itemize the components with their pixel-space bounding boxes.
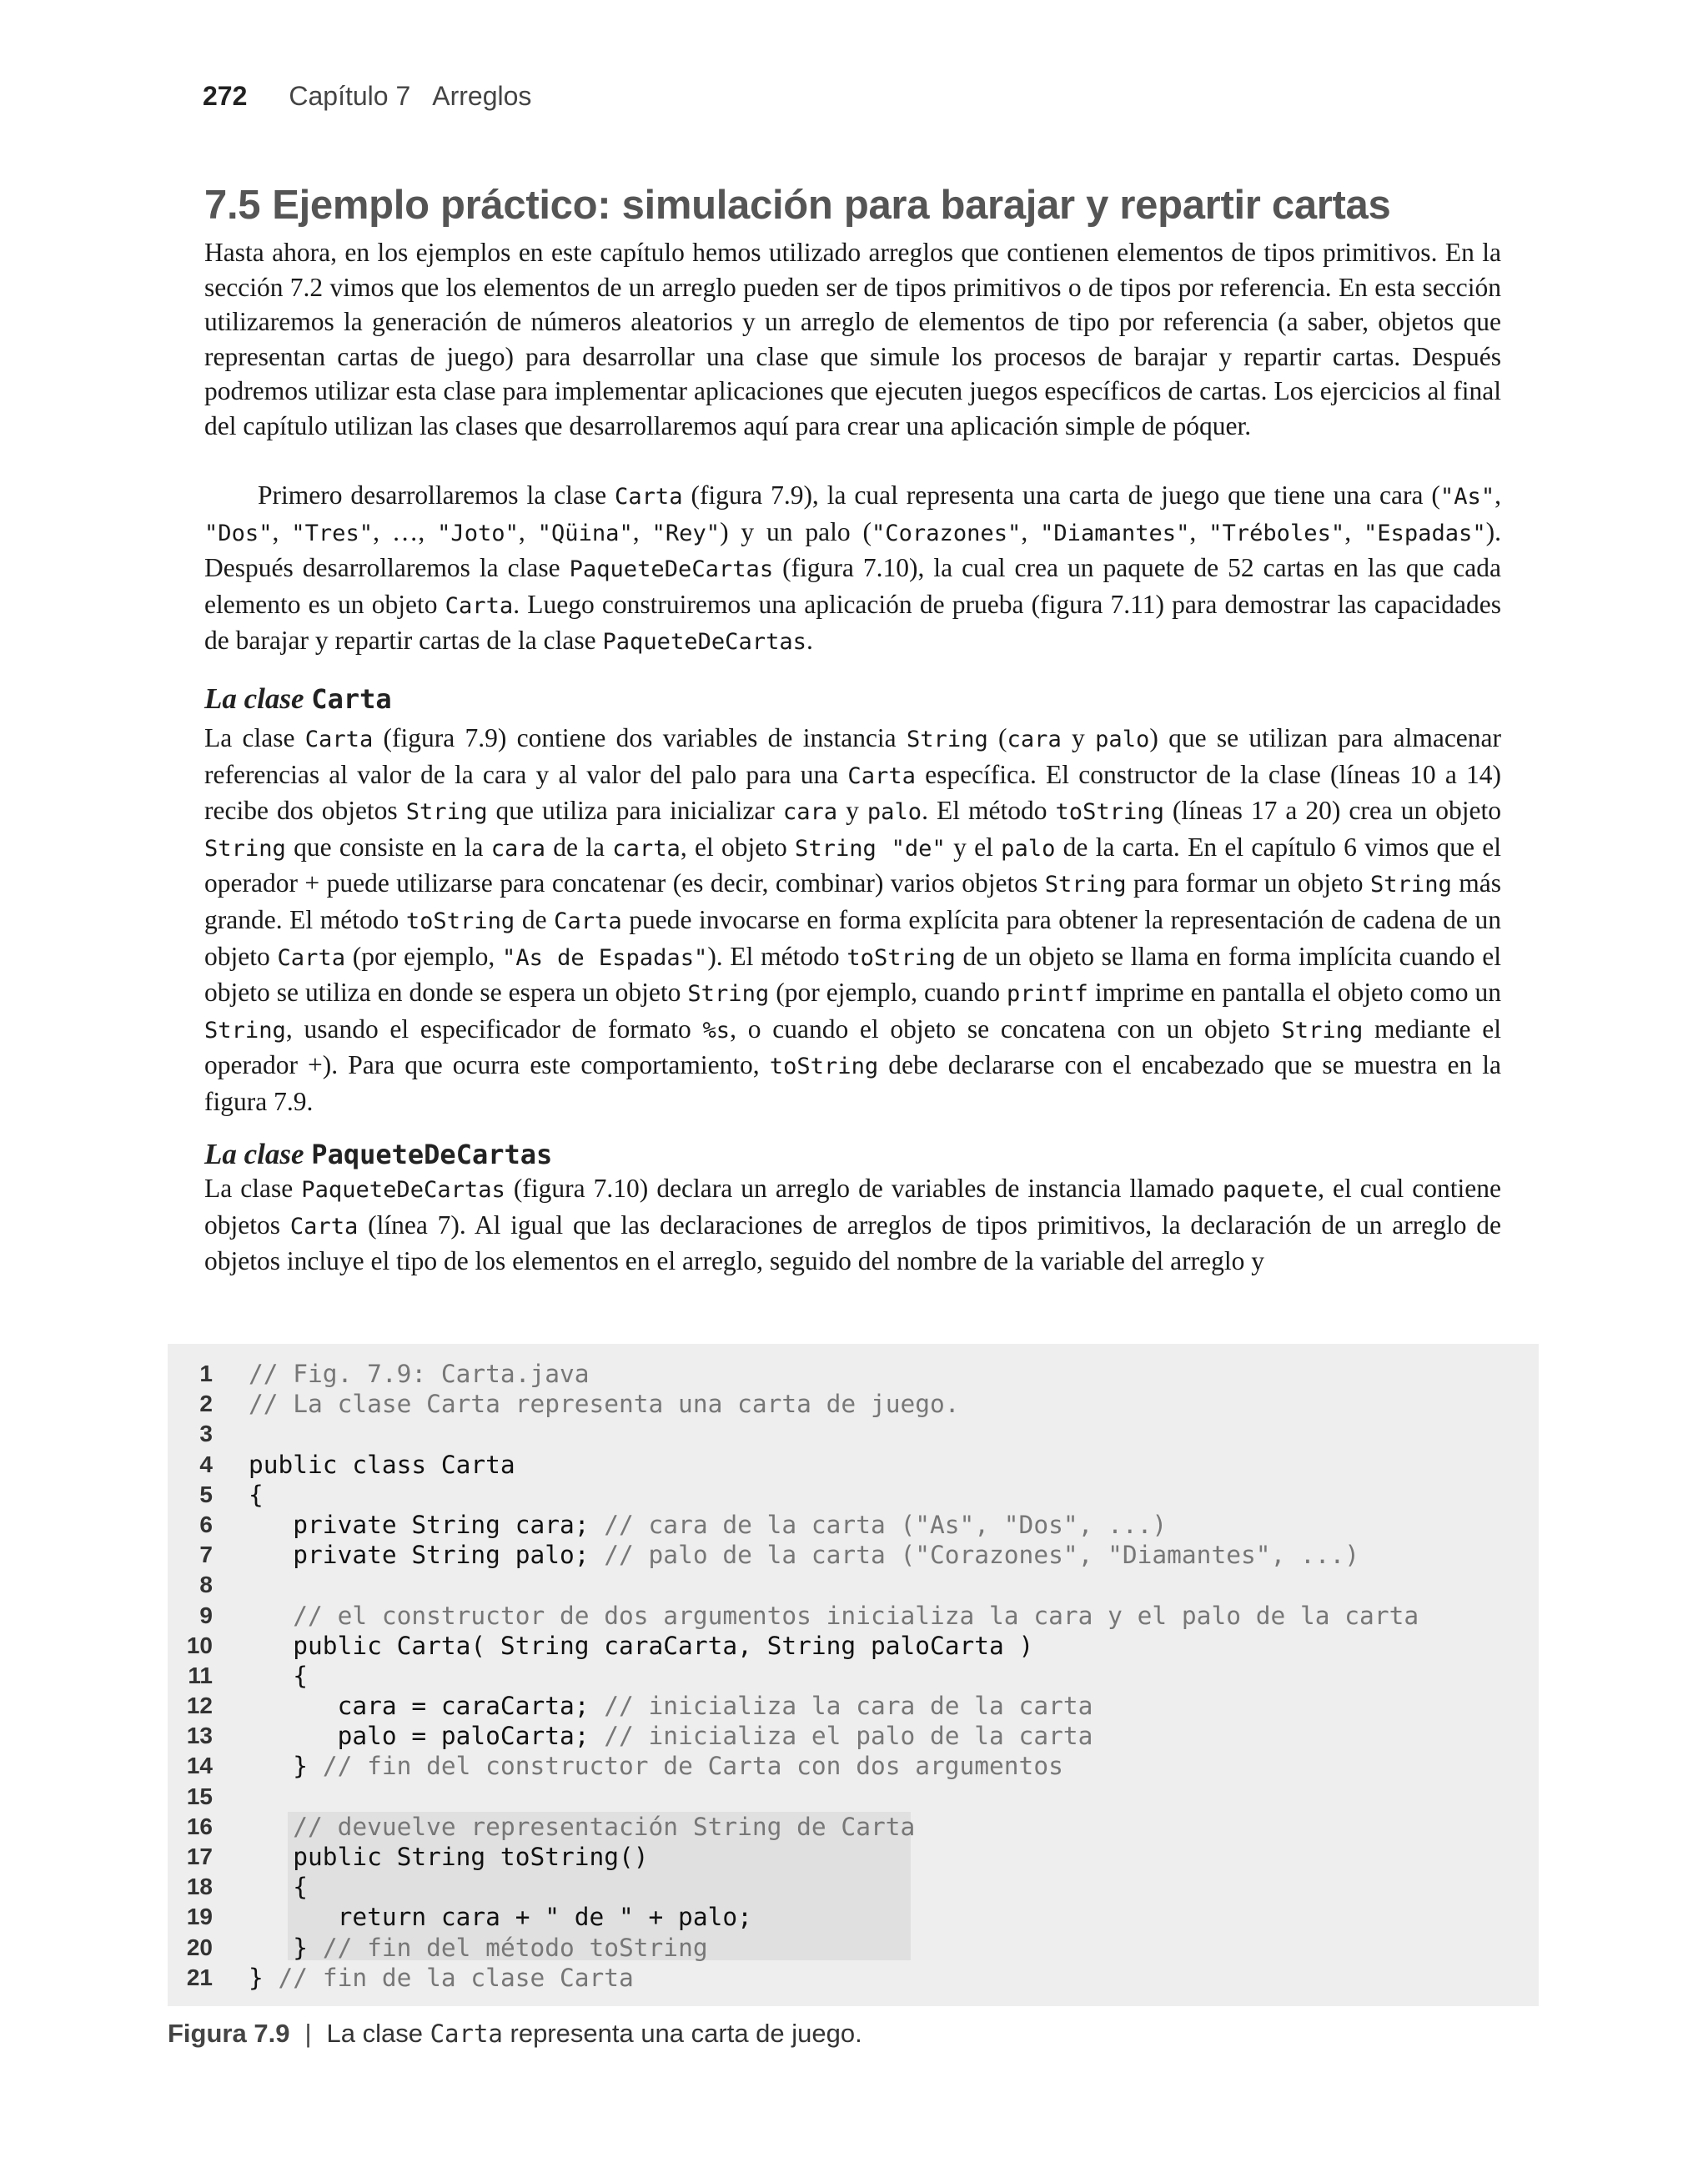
- line-code: {: [249, 1480, 264, 1509]
- inline-code: cara: [1007, 727, 1062, 752]
- line-code: } // fin del constructor de Carta con dos argumentos: [249, 1752, 1063, 1781]
- line-number: 18: [186, 1874, 213, 1900]
- line-number: 12: [186, 1693, 213, 1719]
- line-number: 1: [199, 1361, 213, 1386]
- chapter-title: Arreglos: [432, 81, 532, 111]
- line-number: 17: [186, 1844, 213, 1869]
- carta-paragraph: La clase Carta (figura 7.9) contiene dos variables de instancia String (cara y palo) que se utilizan para almacenar referencias al valor de la cara y al valor del palo para una Carta específica. El constructor de la clase (líneas 10 a 14) recibe dos objetos String que utiliza para inicializar cara y palo. El método toString (líneas 17 a 20) crea un objeto String que consiste en la cara de la carta, el objeto String "de" y el palo de la carta. En el capítulo 6 vimos que el operador + puede utilizarse para concatenar (es decir, combinar) varios objetos String para formar un objeto String más grande. El método toString de Carta puede invocarse en forma explícita para obtener la representación de cadena de un objeto Carta (por ejemplo, "As de Espadas"). El método toString de un objeto se llama en forma implícita cuando el objeto se utiliza en donde se espera un objeto String (por ejemplo, cuando printf imprime en pantalla el objeto como un String, usando el especificador de formato %s, o cuando el objeto se concatena con un objeto String mediante el operador +). Para que ocurra este comportamiento, toString debe declararse con el encabezado que se muestra en la figura 7.9.: [204, 723, 1502, 1116]
- inline-code: palo: [867, 799, 922, 826]
- inline-code: "Tres": [291, 520, 374, 546]
- line-code: } // fin de la clase Carta: [249, 1963, 634, 1992]
- code-comment: // La clase Carta representa una carta de juego.: [249, 1390, 960, 1419]
- code-line: [168, 1812, 1539, 1842]
- line-number: 9: [199, 1602, 213, 1628]
- line-code: {: [249, 1873, 309, 1902]
- chapter-label: Capítulo 7: [289, 81, 411, 111]
- code-comment: // fin de la clase Carta: [278, 1963, 634, 1992]
- code-line: [168, 1631, 1539, 1661]
- inline-code: "Corazones": [872, 520, 1022, 546]
- inline-code: %s: [702, 1017, 731, 1044]
- inline-code: "Rey": [651, 520, 721, 546]
- inline-code: "Joto": [437, 520, 519, 546]
- subheading-code: PaqueteDeCartas: [311, 1139, 553, 1170]
- inline-code: Carta: [430, 2020, 503, 2048]
- line-code: [249, 1389, 960, 1419]
- line-code: public Carta( String caraCarta, String paloCarta ): [249, 1631, 1034, 1660]
- code-line: [168, 1510, 1539, 1540]
- paquete-paragraph: La clase PaqueteDeCartas (figura 7.10) declara un arreglo de variables de instancia llamado paquete, el cual contiene objetos Carta (línea 7). Al igual que las declaraciones de arreglos de tipos primitivos, la declaración de un arreglo de objetos incluye el tipo de los elementos en el arreglo, seguido del nombre de la variable del arreglo y: [204, 1174, 1501, 1276]
- line-number: 21: [186, 1964, 213, 1990]
- line-code: private String palo; // palo de la carta ("Corazones", "Diamantes", ...): [249, 1541, 1360, 1570]
- subheading-prefix: La clase: [204, 1138, 304, 1170]
- inline-code: paquete: [1222, 1177, 1319, 1203]
- inline-code: cara: [490, 835, 545, 862]
- inline-code: Carta: [445, 592, 514, 619]
- inline-code: Carta: [304, 727, 374, 752]
- code-line: [168, 1691, 1539, 1721]
- inline-code: String: [1369, 872, 1452, 898]
- inline-code: palo: [1001, 835, 1056, 862]
- line-code: return cara + " de " + palo;: [249, 1903, 752, 1932]
- inline-code: toString: [405, 908, 515, 934]
- section-title: [204, 182, 1390, 229]
- line-number: 15: [186, 1783, 213, 1809]
- inline-code: toString: [769, 1054, 879, 1080]
- code-comment: // el constructor de dos argumentos inicializa la cara y el palo de la carta: [293, 1601, 1419, 1630]
- line-number: 8: [199, 1572, 213, 1598]
- line-number: 11: [188, 1662, 213, 1688]
- inline-code: palo: [1095, 727, 1150, 752]
- inline-code: Carta: [847, 762, 916, 789]
- inline-code: Carta: [554, 908, 622, 934]
- inline-code: String: [1281, 1017, 1364, 1044]
- inline-code: String: [687, 981, 770, 1008]
- inline-code: toString: [1055, 799, 1164, 826]
- inline-code: String: [1044, 872, 1127, 898]
- section-number: 7.5: [204, 183, 261, 228]
- code-line: [168, 1389, 1539, 1419]
- code-comment: // palo de la carta ("Corazones", "Diamantes", ...): [604, 1541, 1360, 1570]
- code-comment: // devuelve representación String de Carta: [293, 1812, 916, 1841]
- code-comment: // Fig. 7.9: Carta.java: [249, 1360, 590, 1388]
- line-number: 6: [199, 1511, 213, 1537]
- line-number: 7: [199, 1542, 213, 1568]
- inline-code: "As de Espadas": [502, 944, 708, 971]
- inline-code: PaqueteDeCartas: [569, 556, 774, 583]
- line-code: public String toString(): [249, 1843, 649, 1871]
- inline-code: String: [204, 1017, 286, 1044]
- inline-code: String "de": [795, 835, 946, 862]
- line-number: 10: [186, 1632, 213, 1658]
- code-line: [168, 1902, 1539, 1932]
- inline-code: "Qüina": [537, 520, 633, 546]
- code-line: [168, 1540, 1539, 1570]
- subheading-code: Carta: [311, 683, 392, 715]
- code-line: [168, 1842, 1539, 1872]
- figure-caption: [168, 2019, 862, 2055]
- code-line: [168, 1751, 1539, 1781]
- second-paragraph: Primero desarrollaremos la clase Carta (figura 7.9), la cual representa una carta de juego que tiene una cara ("As", "Dos", "Tres", …, "Joto", "Qüina", "Rey") y un palo ("Corazones", "Diamantes", "Tréboles", "Espadas"). Después desarrollaremos la clase PaqueteDeCartas (figura 7.10), la cual crea un paquete de 52 cartas en las que cada elemento es un objeto Carta. Luego construiremos una aplicación de prueba (figura 7.11) para demostrar las capacidades de barajar y repartir cartas de la clase PaqueteDeCartas.: [204, 480, 1502, 656]
- subheading-prefix: La clase: [204, 682, 304, 715]
- line-number: 14: [186, 1753, 213, 1779]
- inline-code: PaqueteDeCartas: [602, 629, 806, 656]
- running-header: [203, 81, 531, 119]
- line-code: private String cara; // cara de la carta ("As", "Dos", ...): [249, 1510, 1168, 1539]
- inline-code: "Espadas": [1363, 520, 1486, 546]
- inline-code: toString: [846, 944, 956, 971]
- inline-code: carta: [612, 835, 681, 862]
- code-line: [168, 1721, 1539, 1751]
- line-number: 19: [186, 1904, 213, 1930]
- line-code: [249, 1601, 1419, 1631]
- page-number: 272: [203, 81, 248, 111]
- caption-text: La clase Carta representa una carta de juego.: [326, 2019, 862, 2048]
- figure-label: Figura 7.9: [168, 2019, 290, 2048]
- inline-code: "Dos": [204, 520, 273, 546]
- inline-code: Carta: [615, 484, 683, 510]
- caption-divider: |: [304, 2019, 312, 2048]
- inline-code: "Diamantes": [1040, 520, 1190, 546]
- subheading-carta: [204, 682, 392, 716]
- inline-code: PaqueteDeCartas: [301, 1177, 505, 1203]
- code-comment: // fin del constructor de Carta con dos argumentos: [322, 1752, 1063, 1781]
- code-line: [168, 1359, 1539, 1389]
- code-line: [168, 1963, 1539, 1993]
- inline-code: Carta: [277, 944, 345, 971]
- code-comment: // cara de la carta ("As", "Dos", ...): [604, 1510, 1168, 1539]
- line-code: {: [249, 1661, 309, 1690]
- intro-paragraph: Hasta ahora, en los ejemplos en este capítulo hemos utilizado arreglos que contienen elementos de tipos primitivos. En la sección 7.2 vimos que los elementos de un arreglo pueden ser de tipos primitivos o de tipos por referencia. En esta sección utilizaremos la generación de números aleatorios y un arreglo de elementos de tipo por referencia (a saber, objetos que representan cartas de juego) para desarrollar una clase que simule los procesos de barajar y repartir cartas. Después podremos utilizar esta clase para implementar aplicaciones que ejecuten juegos específicos de cartas. Los ejercicios al final del capítulo utilizan las clases que desarrollaremos aquí para crear una aplicación simple de póquer.: [204, 238, 1501, 440]
- code-line: [168, 1933, 1539, 1963]
- code-line: [168, 1782, 1539, 1812]
- inline-code: Carta: [289, 1213, 359, 1240]
- code-lines: [168, 1359, 1539, 1993]
- line-code: } // fin del método toString: [249, 1933, 708, 1962]
- line-code: [249, 1812, 915, 1842]
- line-number: 20: [186, 1934, 213, 1960]
- inline-code: String: [906, 727, 988, 752]
- code-line: [168, 1661, 1539, 1691]
- line-code: cara = caraCarta; // inicializa la cara de la carta: [249, 1692, 1093, 1721]
- inline-code: "As": [1439, 484, 1495, 510]
- line-code: public class Carta: [249, 1450, 515, 1479]
- code-line: [168, 1601, 1539, 1631]
- inline-code: "Tréboles": [1208, 520, 1345, 546]
- inline-code: cara: [782, 799, 838, 826]
- code-comment: // inicializa la cara de la carta: [604, 1692, 1093, 1721]
- section-title-text: Ejemplo práctico: simulación para barajar y repartir cartas: [272, 183, 1391, 228]
- code-comment: // fin del método toString: [322, 1933, 708, 1962]
- line-number: 3: [199, 1421, 213, 1447]
- line-number: 16: [186, 1813, 213, 1839]
- line-code: palo = paloCarta; // inicializa el palo de la carta: [249, 1722, 1093, 1751]
- code-line: [168, 1872, 1539, 1902]
- inline-code: String: [204, 835, 286, 862]
- line-number: 5: [199, 1481, 213, 1507]
- code-comment: // inicializa el palo de la carta: [604, 1722, 1093, 1751]
- code-line: [168, 1450, 1539, 1480]
- code-line: [168, 1419, 1539, 1449]
- line-number: 13: [186, 1723, 213, 1749]
- subheading-paquete: [204, 1138, 552, 1171]
- inline-code: String: [405, 799, 488, 826]
- code-line: [168, 1570, 1539, 1600]
- line-code: [249, 1359, 590, 1389]
- line-number: 2: [199, 1391, 213, 1417]
- code-line: [168, 1480, 1539, 1510]
- line-number: 4: [199, 1451, 213, 1477]
- inline-code: printf: [1007, 981, 1088, 1008]
